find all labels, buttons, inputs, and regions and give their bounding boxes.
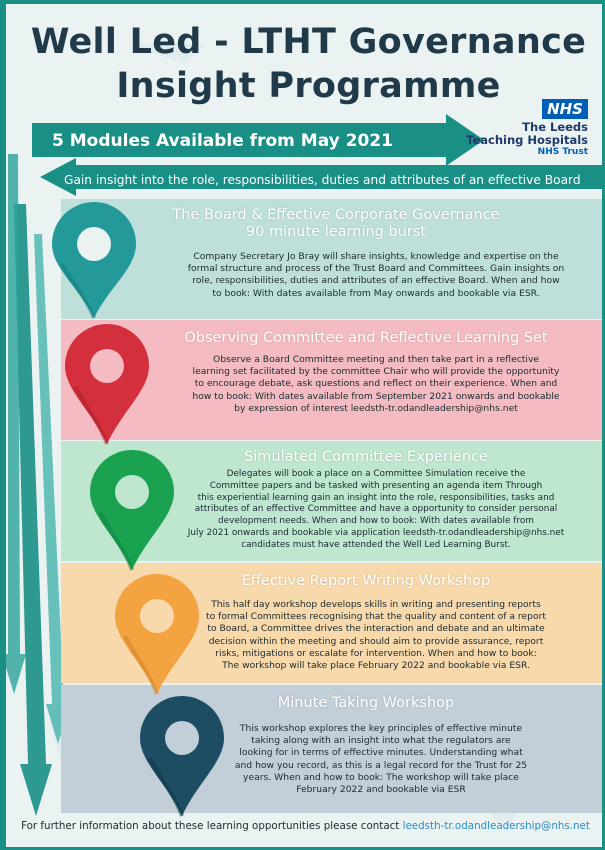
- description-line: Committee papers and be tasked with presenting an agenda item Through: [209, 480, 543, 491]
- title-line-2: Insight Programme: [116, 66, 501, 106]
- module-title: Simulated Committee Experience: [244, 449, 488, 465]
- module-title: Observing Committee and Reflective Learning Set: [184, 330, 548, 346]
- description-line: role, responsibilities, duties and attributes of an effective Board. When and how: [192, 275, 560, 287]
- nhs-trust-block: [466, 99, 588, 158]
- description-line: attributes of an effective Committee and have a opportunity to consider personal: [194, 504, 558, 515]
- page-title: [6, 20, 605, 108]
- module-description: [151, 354, 601, 415]
- location-pin-icon: [61, 322, 153, 446]
- footer-text: For further information about these learning opportunities please contact: [21, 820, 400, 832]
- description-line: to encourage debate, ask questions and reflect on their experience. When and: [194, 378, 558, 390]
- description-line: risks, mitigations or escalate for intervention. When and how to book:: [215, 647, 537, 659]
- location-pin-icon: [111, 572, 203, 696]
- description-line: development needs. When and how to book: With dates available from: [218, 516, 534, 527]
- modules-banner: 5 Modules Available from May 2021: [52, 131, 393, 151]
- trust-name-line-1: The Leeds: [522, 120, 588, 134]
- description-line: Observe a Board Committee meeting and then take part in a reflective: [212, 354, 540, 365]
- description-line: formal structure and process of the Trust Board and Committees. Gain insights on: [187, 263, 565, 275]
- description-line: candidates must have attended the Well Led Learning Burst.: [241, 539, 511, 550]
- description-line: Delegates will book a place on a Committee Simulation receive the: [226, 469, 526, 479]
- description-line: to book: With dates available from May onwards and bookable via ESR.: [212, 287, 540, 299]
- description-line: years. When and how to book: The workshop will take place: [243, 771, 519, 783]
- description-line: This half day workshop develops skills in writing and presenting reports: [211, 599, 541, 610]
- description-line: learning set facilitated by the committee Chair who will provide the opportunity: [192, 366, 560, 378]
- trust-name-line-2: Teaching Hospitals: [466, 133, 588, 147]
- description-line: to Board, a Committee drives the interaction and debate and an ultimate: [207, 623, 545, 635]
- location-pin-icon: [86, 448, 178, 572]
- description-line: looking for in terms of effective minutes. Understanding what: [239, 747, 523, 759]
- module-board-governance: [61, 199, 605, 319]
- description-line: The workshop will take place February 2022 and bookable via ESR.: [222, 660, 530, 672]
- description-line: to formal Committees recognising that the quality and content of a report: [205, 611, 546, 623]
- module-title: Minute Taking Workshop: [277, 695, 455, 711]
- intro-banner: Gain insight into the role, responsibilities, duties and attributes of an effective Board: [64, 173, 581, 187]
- module-description: [171, 723, 591, 796]
- description-line: taking along with an insight into what the regulators are: [251, 735, 511, 747]
- trust-label: NHS Trust: [537, 147, 588, 157]
- module-subtitle: 90 minute learning burst: [245, 224, 427, 240]
- description-line: this experiential learning gain an insight into the role, responsibilities, tasks and: [197, 492, 555, 503]
- description-line: by expression of interest leedsth-tr.odandleadership@nhs.net: [234, 402, 518, 414]
- description-line: and how you record, as this is a legal record for the Trust for 25: [234, 759, 528, 771]
- module-description: [151, 469, 601, 552]
- module-description: [151, 251, 601, 300]
- footer: [6, 820, 605, 832]
- title-line-1: Well Led - LTHT Governance: [30, 22, 587, 62]
- module-title: Effective Report Writing Workshop: [241, 573, 491, 589]
- location-pin-icon: [136, 694, 228, 818]
- description-line: Company Secretary Jo Bray will share insights, knowledge and expertise on the: [193, 251, 559, 262]
- module-description: [151, 599, 601, 672]
- contact-email-link[interactable]: leedsth-tr.odandleadership@nhs.net: [402, 820, 590, 832]
- description-line: July 2021 onwards and bookable via application leedsth-tr.odandleadership@nhs.net: [187, 527, 565, 538]
- description-line: February 2022 and bookable via ESR: [296, 784, 466, 796]
- location-pin-icon: [48, 202, 140, 320]
- description-line: how to book: With dates available from September 2021 onwards and bookable: [192, 390, 560, 402]
- description-line: decision within the meeting and should aim to provide assurance, report: [208, 635, 544, 647]
- nhs-logo: NHS: [542, 99, 588, 119]
- module-title: The Board & Effective Corporate Governance: [172, 207, 500, 223]
- description-line: This workshop explores the key principles of effective minute: [239, 723, 523, 734]
